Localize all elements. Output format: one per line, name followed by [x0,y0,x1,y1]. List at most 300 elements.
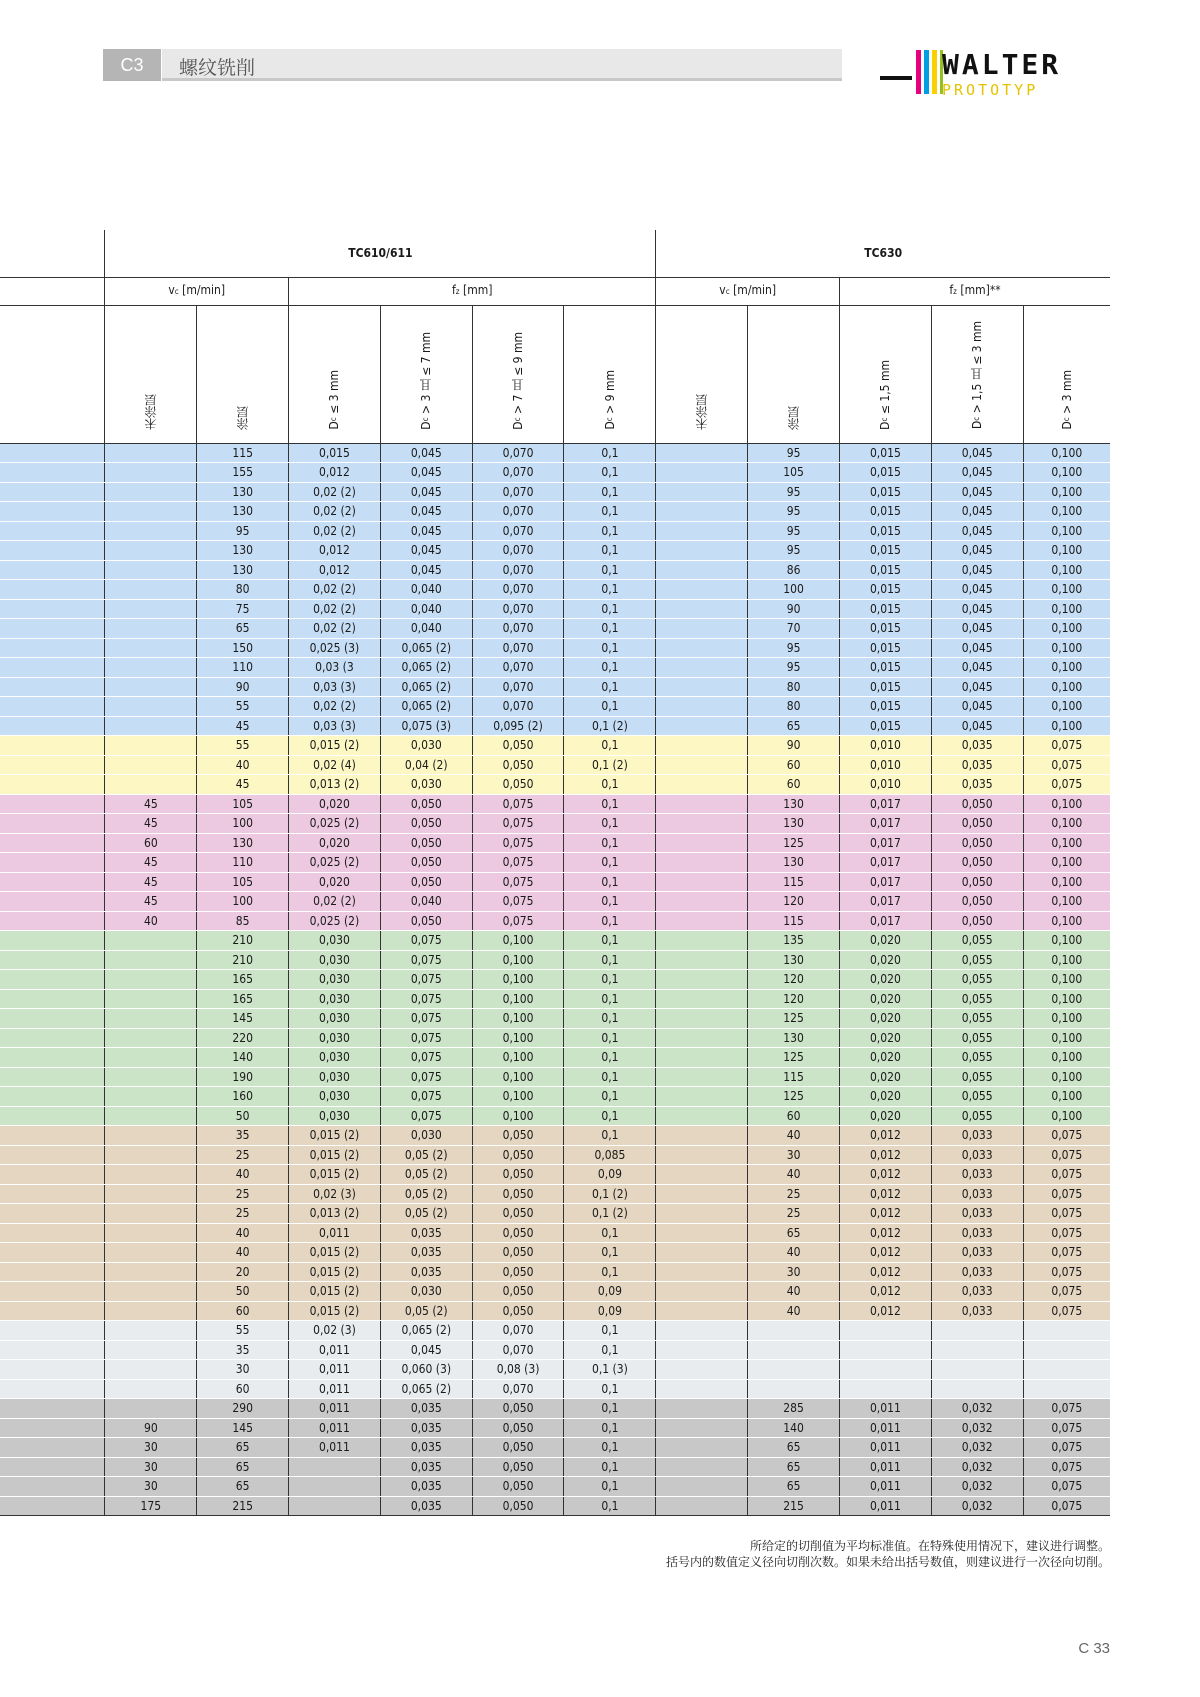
table-cell: 0,020 [839,1048,931,1068]
table-cell: 0,015 [839,521,931,541]
table-cell: 40 [748,1282,840,1302]
table-cell: 0,015 [839,443,931,463]
table-cell [656,1067,748,1087]
table-cell: 165 [197,989,289,1009]
table-cell: 0,075 [472,872,564,892]
table-cell [656,1399,748,1419]
table-cell: 120 [748,970,840,990]
table-cell: 0,045 [380,541,472,561]
logo-bar-yellow [932,50,937,94]
table-cell: 60 [748,1106,840,1126]
table-cell: 0,095 (2) [472,716,564,736]
row-label-cell [0,1028,105,1048]
row-label-cell [0,989,105,1009]
table-cell: 0,075 [1023,1243,1110,1263]
table-cell [105,1379,197,1399]
table-cell [656,1009,748,1029]
table-row [0,1145,1110,1165]
table-cell: 130 [197,833,289,853]
table-row [0,716,1110,736]
table-row [0,892,1110,912]
table-cell: 40 [197,755,289,775]
table-cell [839,1321,931,1341]
table-cell: 0,035 [931,775,1023,795]
group-tc630: TC630 [656,230,1110,277]
table-cell: 0,1 [564,1477,656,1497]
table-cell [105,716,197,736]
table-cell [105,658,197,678]
table-cell: 0,1 [564,989,656,1009]
table-cell: 0,1 [564,892,656,912]
table-cell [839,1379,931,1399]
table-cell: 0,070 [472,599,564,619]
table-cell: 100 [197,892,289,912]
table-cell: 0,033 [931,1165,1023,1185]
table-cell: 80 [748,697,840,717]
table-cell: 95 [197,521,289,541]
table-cell [105,541,197,561]
table-cell [656,658,748,678]
table-cell [656,1457,748,1477]
table-cell [656,1165,748,1185]
table-cell: 45 [197,716,289,736]
table-cell: 0,1 [564,1457,656,1477]
table-row [0,521,1110,541]
row-label-cell [0,853,105,873]
table-row [0,1223,1110,1243]
table-cell: 0,030 [289,1087,381,1107]
table-cell: 0,055 [931,1028,1023,1048]
table-cell: 0,100 [1023,541,1110,561]
table-cell [105,970,197,990]
table-cell [105,580,197,600]
table-cell: 0,045 [931,580,1023,600]
table-cell: 0,100 [1023,443,1110,463]
logo-bar-blue [924,50,929,94]
table-cell: 0,015 [839,580,931,600]
table-cell: 0,040 [380,599,472,619]
table-row [0,775,1110,795]
table-cell: 0,075 [472,814,564,834]
table-cell: 0,1 [564,833,656,853]
table-cell: 0,075 [1023,1301,1110,1321]
table-cell: 0,035 [380,1262,472,1282]
table-cell: 40 [748,1301,840,1321]
table-cell: 190 [197,1067,289,1087]
table-cell: 100 [197,814,289,834]
table-row [0,814,1110,834]
table-cell: 95 [748,638,840,658]
table-cell: 0,012 [839,1243,931,1263]
table-cell: 210 [197,950,289,970]
table-cell: 0,075 [472,794,564,814]
table-cell: 0,1 [564,541,656,561]
table-cell [656,1321,748,1341]
table-cell: 0,1 [564,521,656,541]
table-cell: 0,050 [931,872,1023,892]
table-cell: 0,055 [931,1087,1023,1107]
table-cell: 90 [748,599,840,619]
table-cell: 0,045 [931,482,1023,502]
table-cell [105,482,197,502]
table-cell [656,502,748,522]
table-cell: 0,035 [931,755,1023,775]
footnote [666,1538,1110,1570]
row-label-cell [0,619,105,639]
table-row [0,1184,1110,1204]
table-cell: 0,075 [380,989,472,1009]
table-row [0,443,1110,463]
table-cell: 0,032 [931,1496,1023,1516]
table-cell [656,755,748,775]
table-cell: 0,05 (2) [380,1301,472,1321]
table-cell: 0,035 [380,1418,472,1438]
cutting-data-table [0,230,1110,1516]
table-cell: 130 [197,502,289,522]
table-cell: 0,050 [472,1282,564,1302]
table-cell: 0,075 [1023,1184,1110,1204]
table-cell: 0,075 [1023,1126,1110,1146]
table-cell: 0,100 [472,1106,564,1126]
table-cell [656,521,748,541]
table-cell: 0,075 [380,970,472,990]
table-cell [105,619,197,639]
table-row [0,1477,1110,1497]
table-cell: 0,02 (2) [289,580,381,600]
table-cell: 0,070 [472,1340,564,1360]
table-cell: 0,070 [472,463,564,483]
table-cell: 60 [197,1301,289,1321]
row-label-cell [0,892,105,912]
table-cell: 130 [748,794,840,814]
table-row [0,736,1110,756]
table-cell: 0,050 [931,892,1023,912]
row-label-cell [0,1048,105,1068]
table-cell: 0,100 [1023,853,1110,873]
table-cell: 0,015 [839,697,931,717]
table-cell: 0,033 [931,1145,1023,1165]
table-cell: 105 [197,872,289,892]
table-cell: 0,1 [564,872,656,892]
table-cell: 0,1 [564,1048,656,1068]
table-cell: 0,015 [839,716,931,736]
table-cell: 0,100 [472,931,564,951]
table-cell: 0,045 [380,482,472,502]
table-cell: 0,010 [839,775,931,795]
table-cell [656,814,748,834]
table-cell [105,1126,197,1146]
table-cell [656,1087,748,1107]
table-cell: 0,075 [1023,1282,1110,1302]
table-cell: 0,1 [564,931,656,951]
row-label-cell [0,1496,105,1516]
table-cell [656,1243,748,1263]
table-cell: 0,050 [472,1223,564,1243]
table-cell: 0,040 [380,892,472,912]
table-cell: 0,1 [564,1321,656,1341]
table-cell: 115 [748,872,840,892]
table-cell [656,677,748,697]
fz-head-1: fz [mm] [289,277,656,305]
row-label-cell [0,1399,105,1419]
table-row [0,619,1110,639]
blank-col-head [0,305,105,443]
table-cell: 0,030 [380,1282,472,1302]
table-cell: 125 [748,833,840,853]
col-d-610-1: Dc ≤ 3 mm [289,305,381,443]
table-cell [748,1321,840,1341]
table-cell [656,1106,748,1126]
table-cell: 25 [748,1184,840,1204]
table-cell: 0,017 [839,794,931,814]
table-cell: 0,075 [1023,736,1110,756]
footnote-line-2: 括号内的数值定义径向切削次数。如果未给出括号数值，则建议进行一次径向切削。 [665,1555,1110,1569]
table-row [0,911,1110,931]
row-label-cell [0,443,105,463]
table-cell: 0,050 [380,911,472,931]
table-cell: 0,045 [380,521,472,541]
table-cell: 0,050 [472,1477,564,1497]
table-cell: 0,011 [289,1379,381,1399]
row-label-cell [0,1457,105,1477]
table-cell: 0,1 (2) [564,1204,656,1224]
table-cell: 0,055 [931,1009,1023,1029]
table-cell: 50 [197,1282,289,1302]
table-cell: 0,050 [472,755,564,775]
table-cell [931,1321,1023,1341]
table-cell [656,1223,748,1243]
table-cell: 0,013 (2) [289,1204,381,1224]
table-cell: 0,012 [839,1184,931,1204]
row-label-cell [0,1340,105,1360]
table-cell: 0,100 [1023,794,1110,814]
row-label-cell [0,1126,105,1146]
table-cell: 0,075 [1023,755,1110,775]
row-label-cell [0,970,105,990]
table-cell: 0,015 (2) [289,1282,381,1302]
table-cell: 0,030 [289,1009,381,1029]
table-cell: 0,013 (2) [289,775,381,795]
table-cell: 0,100 [472,1048,564,1068]
table-cell: 0,02 (2) [289,502,381,522]
table-cell [656,1340,748,1360]
table-row [0,1496,1110,1516]
table-cell [656,775,748,795]
table-cell: 0,075 [1023,1204,1110,1224]
table-cell: 0,035 [931,736,1023,756]
table-cell: 0,100 [1023,697,1110,717]
row-label-cell [0,1243,105,1263]
table-cell [656,619,748,639]
table-cell [105,638,197,658]
table-cell [105,1009,197,1029]
table-cell: 110 [197,658,289,678]
table-row [0,1106,1110,1126]
table-cell: 45 [197,775,289,795]
table-cell: 45 [105,892,197,912]
table-cell: 0,015 [839,658,931,678]
table-cell: 0,100 [1023,677,1110,697]
table-cell: 0,032 [931,1438,1023,1458]
table-cell: 0,070 [472,541,564,561]
table-cell: 0,033 [931,1204,1023,1224]
table-row [0,697,1110,717]
table-cell: 0,100 [1023,950,1110,970]
table-row [0,599,1110,619]
table-cell [1023,1340,1110,1360]
table-cell: 0,012 [289,463,381,483]
table-cell [656,1048,748,1068]
table-cell: 0,045 [931,443,1023,463]
table-cell [656,482,748,502]
table-cell [656,443,748,463]
table-cell [105,1048,197,1068]
table-cell: 0,011 [839,1457,931,1477]
table-cell [656,1282,748,1302]
table-cell: 0,09 [564,1301,656,1321]
table-cell: 0,050 [472,1184,564,1204]
table-cell: 0,050 [472,1243,564,1263]
table-cell: 125 [748,1048,840,1068]
table-row [0,1262,1110,1282]
table-cell: 0,075 [1023,1262,1110,1282]
table-cell: 0,075 [380,1048,472,1068]
table-cell: 0,100 [1023,931,1110,951]
table-cell: 0,045 [931,619,1023,639]
table-cell: 130 [748,950,840,970]
table-cell [105,443,197,463]
table-cell [656,853,748,873]
table-cell: 0,035 [380,1496,472,1516]
table-cell: 0,05 (2) [380,1204,472,1224]
table-cell: 65 [748,1438,840,1458]
table-cell: 0,1 [564,482,656,502]
table-cell [289,1477,381,1497]
table-cell: 95 [748,658,840,678]
table-cell: 0,100 [472,1087,564,1107]
table-cell: 0,030 [289,1106,381,1126]
table-cell [931,1379,1023,1399]
table-cell: 0,030 [289,931,381,951]
table-cell: 0,1 [564,911,656,931]
table-cell: 0,070 [472,1321,564,1341]
table-cell: 0,020 [839,1028,931,1048]
table-cell: 0,075 [380,950,472,970]
table-cell: 0,050 [472,1418,564,1438]
table-cell: 0,030 [289,1048,381,1068]
row-label-cell [0,521,105,541]
table-cell [656,892,748,912]
table-cell: 0,012 [839,1165,931,1185]
table-cell: 0,050 [472,1457,564,1477]
table-cell: 0,05 (2) [380,1145,472,1165]
table-cell: 0,1 [564,1340,656,1360]
table-cell: 0,075 [380,1028,472,1048]
table-cell: 0,070 [472,443,564,463]
table-row [0,658,1110,678]
table-cell: 100 [748,580,840,600]
table-row [0,482,1110,502]
table-cell: 0,1 [564,463,656,483]
table-cell [656,541,748,561]
table-row [0,1028,1110,1048]
table-cell: 125 [748,1009,840,1029]
table-cell: 0,033 [931,1184,1023,1204]
table-cell: 0,045 [931,521,1023,541]
table-cell: 65 [748,1477,840,1497]
table-cell [105,1087,197,1107]
table-cell: 0,075 (3) [380,716,472,736]
table-cell: 0,045 [931,502,1023,522]
table-cell: 145 [197,1418,289,1438]
table-cell: 0,012 [839,1145,931,1165]
table-cell: 0,025 (2) [289,911,381,931]
table-cell: 65 [748,716,840,736]
table-cell: 0,032 [931,1418,1023,1438]
table-cell [656,736,748,756]
table-cell: 0,015 [289,443,381,463]
table-row [0,638,1110,658]
table-cell: 0,09 [564,1282,656,1302]
table-cell: 0,011 [289,1223,381,1243]
table-row [0,1418,1110,1438]
table-cell: 0,033 [931,1301,1023,1321]
table-cell: 60 [197,1379,289,1399]
table-cell [656,716,748,736]
table-cell: 0,1 [564,1399,656,1419]
section-title: 螺纹铣削 [179,57,256,79]
table-cell: 0,045 [931,658,1023,678]
table-cell: 45 [105,872,197,892]
table-cell [105,1243,197,1263]
table-cell: 0,1 [564,1106,656,1126]
table-cell: 0,100 [1023,521,1110,541]
table-cell: 0,011 [289,1340,381,1360]
table-cell: 0,045 [380,443,472,463]
table-cell: 0,035 [380,1477,472,1497]
table-cell: 0,030 [380,775,472,795]
table-cell: 0,1 [564,970,656,990]
table-cell: 0,075 [472,853,564,873]
vc-head-1: vc [m/min] [105,277,289,305]
table-cell: 25 [197,1145,289,1165]
table-cell: 90 [748,736,840,756]
table-cell [656,989,748,1009]
table-cell: 0,015 [839,619,931,639]
blank-head [0,230,105,277]
table-row [0,1165,1110,1185]
table-cell: 0,060 (3) [380,1360,472,1380]
table-cell: 0,075 [380,1106,472,1126]
table-cell: 0,1 (2) [564,755,656,775]
table-cell: 55 [197,736,289,756]
table-cell [656,580,748,600]
table-cell: 0,045 [380,1340,472,1360]
table-cell: 0,02 (2) [289,521,381,541]
row-label-cell [0,1477,105,1497]
table-cell: 55 [197,1321,289,1341]
table-cell [105,1145,197,1165]
table-cell: 0,050 [472,1496,564,1516]
table-cell: 0,033 [931,1262,1023,1282]
table-row [0,463,1110,483]
table-row [0,970,1110,990]
table-cell: 0,070 [472,502,564,522]
table-cell: 0,02 (3) [289,1184,381,1204]
table-cell: 0,100 [1023,1087,1110,1107]
table-cell [105,1204,197,1224]
table-cell [105,677,197,697]
